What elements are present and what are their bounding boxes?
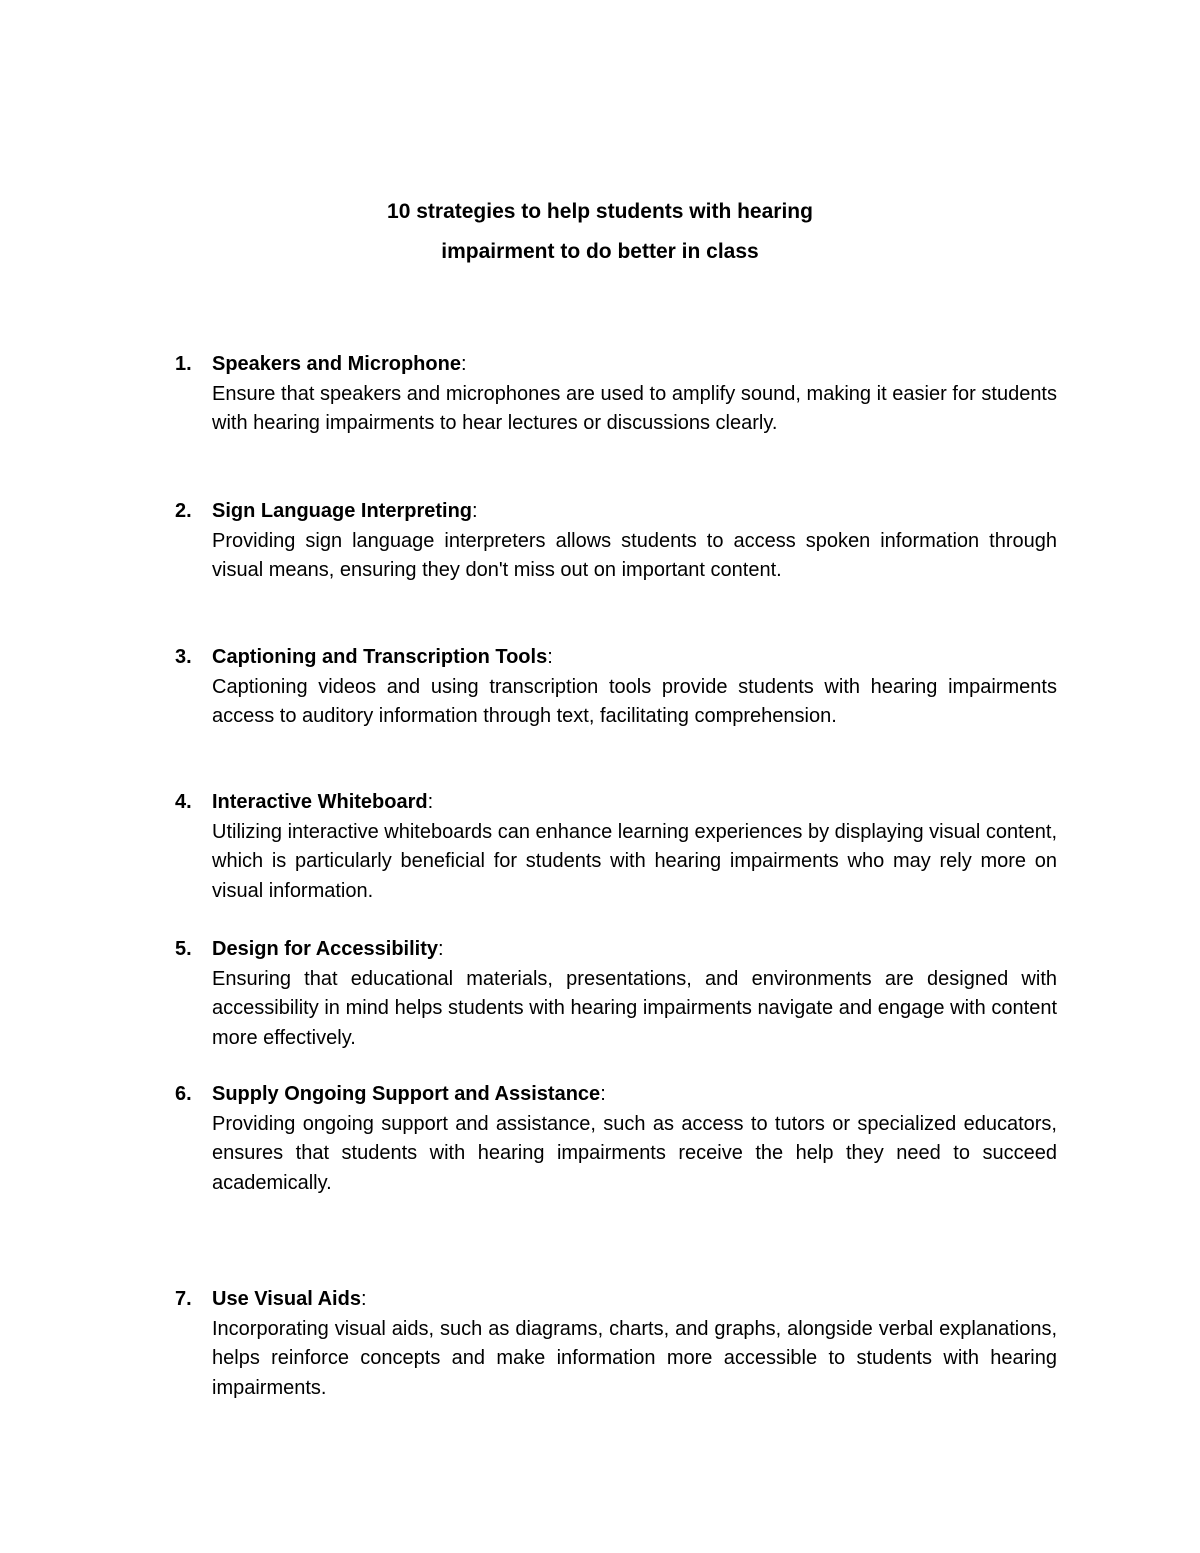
item-text: Providing sign language interpreters allows students to access spoken information through visual means, ensuring they don't miss out on important content. — [212, 529, 1057, 581]
document-title-line-2: impairment to do better in class — [441, 240, 759, 263]
item-body — [212, 1080, 1057, 1198]
item-text: Ensure that speakers and microphones are used to amplify sound, making it easier for students with hearing impairments to hear lectures or discussions clearly. — [212, 382, 1057, 434]
item-text: Ensuring that educational materials, presentations, and environments are designed with accessibility in mind helps students with hearing impairments navigate and engage with content more effectively. — [212, 967, 1057, 1049]
item-body — [212, 643, 1057, 732]
item-number: 5. — [175, 938, 192, 960]
document-title-line-1: 10 strategies to help students with hearing — [387, 200, 813, 223]
item-heading: Captioning and Transcription Tools — [212, 646, 548, 668]
item-body — [212, 935, 1057, 1053]
item-text: Utilizing interactive whiteboards can enhance learning experiences by displaying visual content, which is particularly beneficial for students with hearing impairments who may rely more on visual information. — [212, 820, 1057, 902]
item-text: Providing ongoing support and assistance, such as access to tutors or specialized educators, ensures that students with hearing impairments receive the help they need to succeed academically. — [212, 1112, 1057, 1194]
item-text: Incorporating visual aids, such as diagrams, charts, and graphs, alongside verbal explanations, helps reinforce concepts and make information more accessible to students with hearing impairments. — [212, 1317, 1057, 1399]
item-heading: Interactive Whiteboard — [212, 791, 428, 813]
item-colon: : — [460, 353, 467, 375]
item-colon: : — [472, 500, 478, 522]
item-colon: : — [438, 938, 444, 960]
item-body — [212, 350, 1057, 439]
item-colon: : — [600, 1083, 606, 1105]
item-colon: : — [427, 791, 434, 813]
item-body — [212, 788, 1057, 906]
item-heading-line — [212, 1080, 1057, 1110]
item-heading: Supply Ongoing Support and Assistance — [212, 1083, 601, 1105]
item-heading-line — [212, 788, 1057, 818]
item-number: 4. — [175, 791, 192, 813]
item-body — [212, 1285, 1057, 1403]
item-number: 2. — [175, 500, 192, 522]
item-heading: Design for Accessibility — [212, 938, 438, 960]
item-heading: Speakers and Microphone — [212, 353, 461, 375]
item-colon: : — [360, 1288, 367, 1310]
item-heading-line — [212, 350, 1057, 380]
item-heading: Use Visual Aids — [212, 1288, 361, 1310]
item-heading-line — [212, 1285, 1057, 1315]
item-heading-line — [212, 643, 1057, 673]
item-colon: : — [547, 646, 553, 668]
item-number: 1. — [175, 353, 192, 375]
item-number: 3. — [175, 646, 192, 668]
item-heading: Sign Language Interpreting — [212, 500, 473, 522]
item-heading-line — [212, 497, 1057, 527]
item-number: 7. — [175, 1288, 192, 1310]
item-number: 6. — [175, 1083, 192, 1105]
item-body — [212, 497, 1057, 586]
item-text: Captioning videos and using transcription tools provide students with hearing impairments access to auditory information through text, facilitating comprehension. — [212, 675, 1057, 727]
item-heading-line — [212, 935, 1057, 965]
